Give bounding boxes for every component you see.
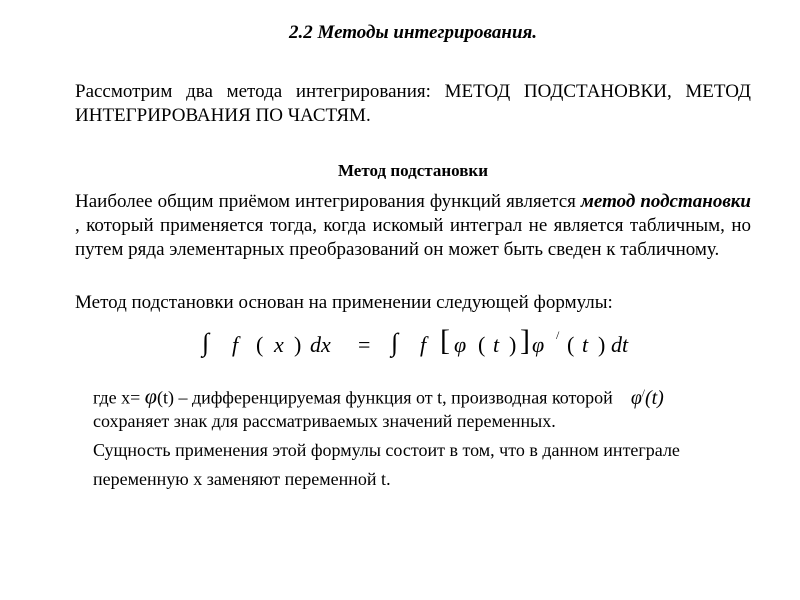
formula-f-left: f [232, 332, 239, 357]
explanation-phi: φ [144, 383, 157, 409]
integral-sign-right: ∫ [391, 328, 399, 357]
section-heading: 2.2 Методы интегрирования. [288, 22, 538, 43]
explanation-text-a: где x= [93, 387, 145, 408]
method-subheading: Метод подстановки [337, 161, 488, 180]
definition-paragraph [75, 190, 751, 262]
formula-dt: dt [611, 332, 629, 357]
derivative-phi: φ [630, 386, 642, 409]
substitution-formula [200, 324, 640, 366]
formula-close-paren-t2: ) [598, 332, 606, 357]
formula-dx: dx [310, 332, 331, 357]
formula-open-paren-x: ( [256, 332, 264, 357]
formula-close-paren-x: ) [294, 332, 302, 357]
formula-t: t [493, 332, 500, 357]
formula-t2: t [582, 332, 589, 357]
formula-close-paren-t: ) [509, 332, 517, 357]
formula-open-paren-t: ( [478, 332, 486, 357]
formula-open-paren-t2: ( [567, 332, 575, 357]
explanation-line-2: сохраняет знак для рассматриваемых значений переменных. [93, 411, 556, 431]
derivative-arg: (t) [644, 386, 664, 409]
derivative-expression [631, 387, 664, 409]
method-term: метод подстановки [580, 191, 752, 212]
formula-f-right: f [420, 332, 427, 357]
formula-x: x [274, 332, 284, 357]
definition-text-end: , который применяется тогда, когда искомый интеграл не является табличным, но путем ряда элементарных преобразований он может быть сведен к табличному. [75, 215, 751, 260]
intro-paragraph: Рассмотрим два метода интегрирования: МЕТОД ПОДСТАНОВКИ, МЕТОД ИНТЕГРИРОВАНИЯ ПО ЧАСТЯМ. [75, 81, 751, 126]
explanation-line-1 [93, 382, 763, 409]
formula-phi-prime: φ [532, 332, 545, 357]
integral-sign-left: ∫ [202, 328, 210, 357]
formula-prime-mark: / [556, 328, 560, 342]
formula-equals: = [358, 332, 371, 357]
explanation-line-3: Сущность применения этой формулы состоит в том, что в данном интеграле [93, 440, 680, 460]
formula-intro-paragraph: Метод подстановки основан на применении следующей формулы: [75, 292, 613, 313]
formula-bracket-open: [ [440, 324, 450, 357]
definition-text-start: Наиболее общим приёмом интегрирования функций является [75, 191, 581, 212]
formula-phi: φ [454, 332, 467, 357]
formula-bracket-close: ] [520, 324, 530, 357]
explanation-line-4: переменную x заменяют переменной t. [93, 469, 391, 489]
derivative-prime: / [641, 387, 645, 399]
explanation-text-b: (t) – дифференцируемая функция от t, производная которой [156, 387, 613, 408]
